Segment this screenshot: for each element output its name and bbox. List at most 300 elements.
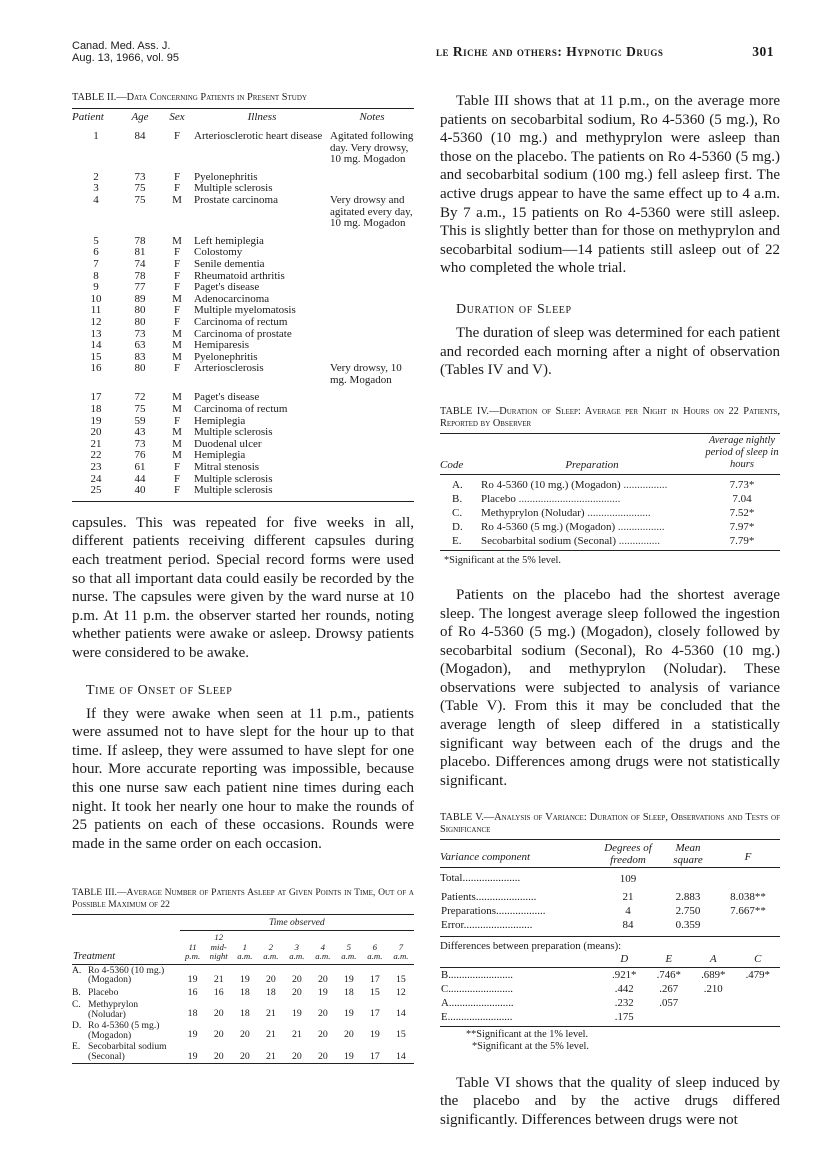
table2-age: 44 [134, 472, 146, 485]
table3-time-unit: a.m. [263, 951, 279, 962]
table3-time-value: 6 [372, 941, 378, 952]
table2-sex: M [172, 391, 182, 404]
table3-value: 21 [265, 1029, 276, 1041]
table3-value: 14 [396, 1050, 406, 1062]
table2-sex: F [173, 315, 181, 328]
table2-sex: F [173, 130, 181, 142]
table2-age: 80 [134, 362, 146, 375]
table2-patient: 18 [90, 403, 102, 416]
table4-value: 7.79* [729, 534, 755, 547]
table2-sex: M [172, 234, 182, 247]
table5-diff-label: B [441, 969, 449, 982]
table2-illness: Senile dementia [194, 257, 265, 270]
table2-row [72, 166, 414, 184]
table4-prep: Secobarbital sodium (Seconal) [481, 534, 617, 547]
table4-value: 7.52* [729, 506, 755, 519]
table2-sex: M [172, 339, 182, 352]
table5-diff-value: .442 [614, 983, 634, 996]
table3-time-header [362, 931, 388, 965]
table2-row [72, 317, 414, 329]
table2-illness: Paget's disease [194, 281, 260, 294]
right-paragraph-2: The duration of sleep was determined for each patient and recorded each morning after a night of observation (Tables IV and V). [440, 324, 780, 379]
table2-illness: Carcinoma of rectum [194, 315, 288, 328]
table2-sex: F [173, 414, 181, 427]
table2-illness: Multiple sclerosis [194, 182, 273, 195]
table2-row [72, 259, 414, 271]
table5-diff-label: A [441, 997, 449, 1010]
left-column [72, 92, 414, 1064]
table3-value: 16 [213, 987, 224, 998]
table5-leader: ......................... [463, 919, 533, 932]
table2-row [72, 340, 414, 352]
table2-age: 63 [134, 339, 146, 352]
table2-sex: F [173, 170, 181, 183]
table5-row [440, 904, 780, 918]
table2-patient: 5 [93, 234, 99, 247]
table2-age: 73 [134, 170, 146, 183]
table2-row [72, 363, 414, 386]
table3-value: 19 [343, 974, 354, 985]
table2-patient: 7 [93, 257, 99, 270]
table3-value: 18 [239, 987, 250, 998]
table3-value: 15 [396, 974, 406, 985]
table4-prep-cell [480, 506, 704, 520]
table3-code: A. [72, 964, 82, 976]
table2-illness: Rheumatoid arthritis [194, 269, 285, 282]
table3-value: 20 [213, 1050, 224, 1062]
table5-diff-col: C [754, 953, 762, 966]
table4-prep: Placebo [481, 492, 516, 505]
table3-value: 16 [187, 987, 198, 998]
table4-footnote: *Significant at the 5% level. [444, 554, 561, 566]
table5-diff-col: D [620, 953, 629, 966]
table2-notes: Very drowsy and agitated every day, 10 mg. Mogadon [330, 193, 413, 230]
table3-time-observed: Time observed [180, 915, 414, 931]
table3-time-value: 11 [188, 941, 197, 952]
table2-illness: Carcinoma of rectum [194, 403, 288, 416]
table3-col-treatment: Treatment [73, 950, 116, 962]
table2-notes [330, 230, 414, 248]
table3-value: 20 [343, 1029, 354, 1041]
table5-footnote-2: *Significant at the 5% level. [472, 1040, 589, 1052]
page-number: 301 [752, 44, 774, 59]
table3-value: 19 [343, 1050, 354, 1062]
table3-treatment-cell [72, 999, 180, 1020]
table5-diff-label-cell [440, 996, 602, 1010]
table4-code: A. [452, 478, 463, 491]
table3-time-unit: a.m. [341, 951, 357, 962]
table4-prep: Methyprylon (Noludar) [481, 506, 585, 519]
table5-col-f: F [744, 851, 752, 864]
table5-diff-value: .921* [612, 969, 637, 982]
table2-notes [330, 427, 414, 439]
table3-time-unit: a.m. [289, 951, 305, 962]
table4-code: C. [452, 506, 463, 519]
table2-patient: 13 [90, 327, 102, 340]
table5-f: 7.667** [730, 905, 766, 918]
table2-patient: 22 [90, 449, 102, 462]
table2-patient: 3 [93, 182, 99, 195]
right-paragraph-4: Table VI shows that the quality of sleep induced by the placebo and by the active drugs differed significantly. Differences between drugs were not [440, 1074, 780, 1129]
table4-body [440, 474, 780, 550]
table2-illness: Mitral stenosis [194, 461, 260, 474]
table2-patient: 25 [90, 484, 102, 497]
table5-diff-corner [440, 952, 602, 968]
table4-prep: Ro 4-5360 (10 mg.) (Mogadon) [481, 478, 621, 491]
table2-notes [330, 462, 414, 474]
running-title: le Riche and others: Hypnotic Drugs [436, 44, 664, 59]
table2-notes [330, 416, 414, 428]
table5-footnote-1: **Significant at the 1% level. [466, 1029, 589, 1041]
table4-leader: ....................... [584, 506, 651, 519]
table5-component: Error [441, 919, 464, 932]
table3-value: 20 [317, 1008, 328, 1020]
table5-diff-value: .057 [659, 997, 679, 1010]
table2-patient: 1 [93, 130, 99, 142]
table2-notes [330, 474, 414, 486]
table5-diff-row [440, 968, 780, 983]
table2-col-sex: Sex [169, 111, 185, 123]
table2-sex: F [173, 182, 181, 195]
table3-time-header [206, 931, 232, 965]
table3-value: 20 [213, 1008, 224, 1020]
table5-total-row: Total..................... 109 [440, 868, 780, 891]
table2-illness: Left hemiplegia [194, 234, 264, 247]
table2-notes [330, 294, 414, 306]
table2-notes [330, 329, 414, 341]
table3-value: 18 [187, 1008, 198, 1020]
table4-prep-cell [480, 492, 704, 506]
table5-df: 4 [625, 905, 631, 918]
table5-diff-row [440, 1010, 780, 1024]
table2-illness: Pyelonephritis [194, 350, 258, 363]
table4-value: 7.04 [732, 492, 752, 505]
table3-treatment-cell [72, 1020, 180, 1041]
left-paragraph-1: capsules. This was repeated for five weeks in all, different patients receiving different capsules during each treatment period. Special record forms were used so that all important data could easily be recorded by the nurse. The capsules were given by the ward nurse at 10 p.m. At 11 p.m. the observer started her rounds, noting whether patients were awake or asleep. Drowsy patients were considered to be awake. [72, 514, 414, 661]
table3-value: 19 [187, 974, 198, 985]
table3-code: B. [72, 987, 81, 999]
table2-notes [330, 485, 414, 497]
left-paragraph-2: If they were awake when seen at 11 p.m., patients were assumed not to have slept for the hour up to that time. If asleep, they were assumed to have slept for one hour. More accurate reporting was impossible, because this one nurse saw each patient nine times during each night. It took her nearly one hour to make the rounds of 25 patients on each of these occasions. Rounds were made in the same order on each occasion. [72, 705, 414, 852]
heading-time-of-onset: Time of Onset of Sleep [86, 682, 233, 698]
table2-age: 61 [134, 461, 146, 474]
table5-leader: ...................... [475, 891, 537, 904]
table2-patient: 11 [90, 304, 102, 317]
table5-diff-row [440, 982, 780, 996]
table4-col-average: Average nightly period of sleep in hours [705, 434, 779, 470]
table5-ms: 2.883 [675, 891, 701, 904]
table4-leader: ............... [616, 534, 661, 547]
table2-age: 78 [134, 269, 146, 282]
table2-col-age: Age [131, 111, 149, 123]
table5-diff-label-cell [440, 982, 602, 996]
table3-value: 12 [396, 987, 406, 998]
table2-caption: TABLE II.—Data Concerning Patients in Present Study [72, 92, 307, 103]
table5-diff-value: .210 [703, 983, 723, 996]
table3-body [72, 964, 414, 1063]
table5-component: Preparations [441, 905, 496, 918]
table3-row [72, 999, 414, 1020]
table5-diff-leader: ........................ [448, 997, 514, 1010]
table2-sex: M [172, 426, 182, 439]
table2-age: 84 [134, 130, 146, 142]
table3-value: 21 [213, 974, 224, 985]
table2-patient: 16 [90, 362, 102, 375]
table4-prep-cell [480, 474, 704, 492]
table2-row [72, 195, 414, 230]
table2-sex: F [173, 304, 181, 317]
table2-age: 77 [134, 281, 146, 294]
journal-issue: Aug. 13, 1966, vol. 95 [72, 52, 180, 64]
table2-age: 75 [134, 403, 146, 416]
table4-leader: ................ [620, 478, 668, 491]
table5-row [440, 890, 780, 904]
table3-time-header [336, 931, 362, 965]
table5-diff-col: A [709, 953, 717, 966]
table3-value: 20 [291, 974, 302, 985]
table2-body [72, 131, 414, 497]
table5-ms: 2.750 [675, 905, 701, 918]
table2-notes [330, 450, 414, 462]
table5-diff-label-cell [440, 1010, 602, 1024]
table2-sex: M [172, 350, 182, 363]
table2-sex: M [172, 437, 182, 450]
table3-caption: TABLE III.—Average Number of Patients Asleep at Given Points in Time, Out of a Possible Maximum of 22 [72, 887, 414, 911]
table2-notes [330, 282, 414, 294]
table5-diff-value: .232 [614, 997, 634, 1010]
table5-df: 84 [622, 919, 634, 932]
table2-row [72, 485, 414, 497]
table5-diff-value [691, 996, 736, 1010]
table2-illness: Arteriosclerosis [194, 362, 264, 375]
table3-time-value: 12 [214, 932, 224, 943]
table2-notes [330, 439, 414, 451]
table2-sex: M [172, 193, 182, 206]
table5-f [716, 918, 780, 932]
table5-component-cell [440, 890, 596, 904]
table2-illness: Arteriosclerotic heart disease [194, 130, 323, 142]
table4-code: E. [452, 534, 462, 547]
table2-patient: 21 [90, 437, 102, 450]
table3-value: 20 [317, 1029, 328, 1041]
right-column [440, 92, 780, 1130]
table2-sex: M [172, 403, 182, 416]
table4-code: B. [452, 492, 463, 505]
table2-illness: Multiple sclerosis [194, 426, 273, 439]
table3-value: 17 [369, 974, 380, 985]
table3-time-value: 4 [320, 941, 326, 952]
table2-illness: Multiple sclerosis [194, 472, 273, 485]
table2-row [72, 230, 414, 248]
table2-age: 43 [134, 426, 146, 439]
table2-age: 89 [134, 292, 146, 305]
table3-value: 15 [369, 987, 380, 998]
table2-age: 73 [134, 437, 146, 450]
journal-name: Canad. Med. Ass. J. [72, 40, 171, 52]
heading-duration-of-sleep: Duration of Sleep [456, 301, 572, 317]
table3-value: 20 [291, 987, 302, 998]
table2-sex: F [173, 281, 181, 294]
table2-illness: Carcinoma of prostate [194, 327, 292, 340]
table4-row [440, 492, 780, 506]
table2-patient: 20 [90, 426, 102, 439]
table2-notes [330, 166, 414, 184]
table3-time-value: 1 [242, 941, 248, 952]
table2-notes [330, 271, 414, 283]
table2-col-illness: Illness [247, 111, 277, 123]
table5-total-label: Total [440, 872, 463, 885]
table3-row [72, 1020, 414, 1041]
table5-component-cell [440, 904, 596, 918]
table3-value: 20 [265, 974, 276, 985]
table5-diff-leader: ........................ [448, 983, 513, 996]
running-header [436, 44, 774, 60]
table3-treatment-cell [72, 1041, 180, 1063]
table3-value: 20 [239, 1050, 250, 1062]
table2-patient: 14 [90, 339, 102, 352]
table4-caption: TABLE IV.—Duration of Sleep: Average per Night in Hours on 22 Patients, Reported by Observer [440, 405, 780, 429]
table3-time-unit: a.m. [367, 951, 383, 962]
table5-diff-value [736, 982, 781, 996]
table4-prep: Ro 4-5360 (5 mg.) (Mogadon) [481, 520, 616, 533]
table2-notes [330, 259, 414, 271]
table2-sex: F [173, 246, 181, 259]
table2-age: 73 [134, 327, 146, 340]
table2-notes [330, 317, 414, 329]
table2-row [72, 462, 414, 474]
table2-notes [330, 247, 414, 259]
table2-age: 59 [134, 414, 146, 427]
table3-code: C. [72, 999, 81, 1010]
table3-time-header [284, 931, 310, 965]
table3-value: 18 [343, 987, 354, 998]
table2-patient: 4 [93, 193, 99, 206]
table3-value: 20 [213, 1029, 224, 1041]
table2-illness: Hemiparesis [194, 339, 249, 352]
table2-age: 75 [134, 182, 146, 195]
table2-row [72, 404, 414, 416]
table2-notes [330, 386, 414, 404]
table3-value: 19 [343, 1008, 354, 1020]
table5-diff-value: .479* [745, 969, 770, 982]
table3-time-value: 3 [294, 941, 300, 952]
table3-time-unit: mid-night [209, 941, 228, 962]
table2-illness: Hemiplegia [194, 414, 246, 427]
table3-value: 18 [265, 987, 276, 998]
table5-diff-label: E [441, 1011, 448, 1024]
table5-diff-value: .746* [656, 969, 681, 982]
table2-patient: 24 [90, 472, 102, 485]
table2-sex: F [173, 269, 181, 282]
table5-diff-value [736, 1010, 781, 1024]
table3-value: 17 [369, 1050, 380, 1062]
table5-diff-value [647, 1010, 692, 1024]
table5-row [440, 918, 780, 932]
table5-diff-value: .175 [614, 1011, 634, 1024]
table3-treatment: Ro 4-5360 (10 mg.) (Mogadon) [88, 964, 165, 986]
table3-time-unit: a.m. [315, 951, 331, 962]
table2-illness: Multiple sclerosis [194, 484, 273, 497]
table3-value: 19 [317, 987, 328, 998]
table4-value: 7.97* [729, 520, 755, 533]
table2-illness: Adenocarcinoma [194, 292, 270, 305]
table3-value: 21 [265, 1008, 276, 1020]
table2-notes [330, 340, 414, 352]
table2-notes [330, 305, 414, 317]
table3-row [72, 986, 414, 999]
table5-diff-label: C [441, 983, 449, 996]
table2-illness: Multiple myelomatosis [194, 304, 296, 317]
table3-time-header [388, 931, 414, 965]
table2-patient: 19 [90, 414, 102, 427]
table3-value: 19 [239, 974, 250, 985]
table3-treatment-cell [72, 986, 180, 999]
table2-age: 81 [134, 246, 146, 259]
table3-code: D. [72, 1020, 82, 1032]
table2-sex: F [173, 257, 181, 270]
table2-age: 78 [134, 234, 146, 247]
table3-code: E. [72, 1041, 81, 1053]
table5-component: Patients [441, 891, 476, 904]
table2-patient: 9 [93, 281, 99, 294]
table2 [72, 109, 414, 497]
table5-col-ms: Mean square [673, 842, 703, 867]
table2-patient: 2 [93, 170, 99, 183]
table2-sex: F [173, 461, 181, 474]
table2-patient: 10 [90, 292, 102, 305]
table3-time-value: 5 [346, 941, 352, 952]
table2-row [72, 131, 414, 166]
table3-value: 19 [187, 1050, 198, 1062]
table4-prep-cell [480, 534, 704, 551]
journal-citation [72, 40, 179, 64]
table4-leader: ..................................... [515, 492, 621, 505]
table4-row [440, 520, 780, 534]
right-paragraph-1: Table III shows that at 11 p.m., on the average more patients on secobarbital sodium, Ro 4-5360 (5 mg.), Ro 4-5360 (10 mg.) and methyprylon were asleep than those on the placebo. The patients on Ro 4-5360 (5 mg.) and secobarbital sodium (100 mg.) fell asleep first. The active drugs appear to have the same effect up to 4 a.m. By 7 a.m., 15 patients on Ro 4-5360 were still asleep. This is slightly better than for those on methyprylon and secobarbital sodium—14 patients still asleep out of 22 who completed the whole trial. [440, 93, 780, 277]
table2-age: 80 [134, 315, 146, 328]
table4-code: D. [452, 520, 463, 533]
table3-value: 20 [239, 1029, 250, 1041]
table2-age: 72 [134, 391, 146, 404]
table2-sex: F [173, 362, 181, 375]
table5-leader: .................. [495, 905, 546, 918]
table2-illness: Colostomy [194, 246, 243, 259]
table3-value: 21 [265, 1050, 276, 1062]
table3-value: 19 [291, 1008, 302, 1020]
table2-age: 80 [134, 304, 146, 317]
table5-col-component: Variance component [440, 851, 531, 864]
table4-col-code: Code [440, 458, 464, 471]
table4-col-preparation: Preparation [565, 458, 619, 471]
table5-diff-value [736, 996, 781, 1010]
table3-time-unit: p.m. [185, 951, 201, 962]
table3-time-unit: a.m. [393, 951, 409, 962]
table5-diff-leader: ........................ [448, 969, 513, 982]
table5-ms: 0.359 [675, 919, 701, 932]
table2-sex: F [173, 472, 181, 485]
table5-diff-col: E [665, 953, 673, 966]
table5-diff-label-cell [440, 968, 602, 983]
table4-row [440, 474, 780, 492]
table3-value: 14 [396, 1008, 406, 1020]
table5-f: 8.038** [730, 891, 766, 904]
table2-patient: 15 [90, 350, 102, 363]
table3-value: 18 [239, 1008, 250, 1020]
table2-age: 74 [134, 257, 146, 270]
table2-age: 40 [134, 484, 146, 497]
table3-treatment: Secobarbital sodium (Seconal) [88, 1041, 167, 1062]
table2-patient: 17 [90, 391, 102, 404]
